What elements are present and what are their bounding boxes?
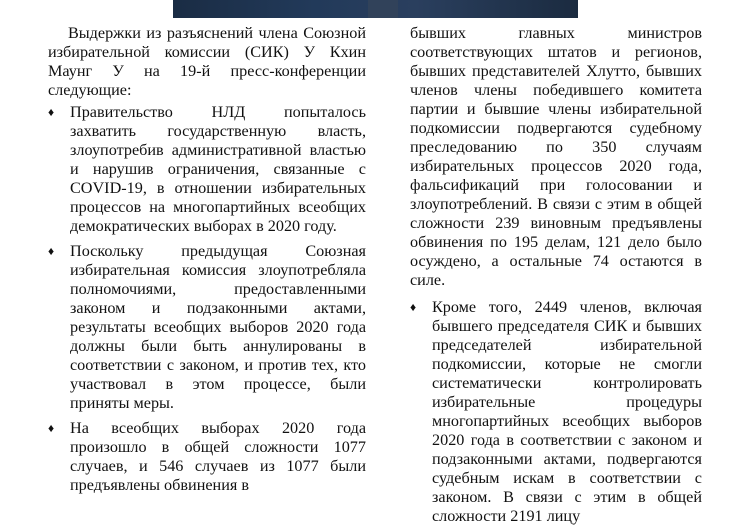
intro-paragraph: Выдержки из разъяснений члена Союзной избирательной комиссии (СИК) У Кхин Маунг У на 19-й пресс-конференции следующие: — [48, 24, 366, 99]
diamond-bullet-icon: ♦ — [48, 244, 55, 258]
diamond-bullet-icon: ♦ — [48, 105, 55, 119]
list-item — [410, 298, 702, 526]
list-item-text: Кроме того, 2449 членов, включая бывшего председателя СИК и бывших председателей избирательной подкомиссии, которые не смогли систематически контролировать избирательные процедуры многопартийных всеобщих выборов 2020 года в соответствии с законом и подзаконными актами, подвергаются судебным искам в соответствии с законом. В связи с этим в общей сложности 2191 лицу — [432, 298, 702, 525]
right-bullet-list — [410, 298, 702, 526]
left-column — [48, 24, 366, 501]
list-item-text: На всеобщих выборах 2020 года произошло в общей сложности 1077 случаев, и 546 случаев из 1077 были предъявлены обвинения в — [70, 419, 366, 494]
diamond-bullet-icon: ♦ — [48, 421, 55, 435]
left-bullet-list — [48, 103, 366, 495]
continuation-paragraph: бывших главных министров соответствующих штатов и регионов, бывших представителей Хлутто, бывших членов члены победившего комитета партии и бывшие члены избирательной подкомиссии подвергаются судебному преследованию по 350 случаям избирательных процессов 2020 года, фальсификаций при голосовании и злоупотреблений. В связи с этим в общей сложности 239 виновным предъявлены обвинения по 195 делам, 121 дело было осуждено, а остальные 74 остаются в силе. — [410, 24, 702, 289]
diamond-bullet-icon: ♦ — [410, 300, 417, 314]
list-item-text: Поскольку предыдущая Союзная избирательная комиссия злоупотребляла полномочиями, предоставленными законом и подзаконными актами, результаты всеобщих выборов 2020 года должны были быть аннулированы в соответствии с законом, и против тех, кто участвовал в этом процессе, были приняты меры. — [70, 242, 366, 412]
list-item-text: Правительство НЛД попыталось захватить государственную власть, злоупотребив административной властью и нарушив ограничения, связанные с COVID-19, в отношении избирательных процессов на многопартийных всеобщих демократических выборах в 2020 году. — [70, 103, 366, 235]
list-item — [48, 419, 366, 495]
header-photo — [173, 0, 578, 18]
list-item — [48, 242, 366, 413]
list-item — [48, 103, 366, 236]
right-column — [410, 24, 702, 532]
